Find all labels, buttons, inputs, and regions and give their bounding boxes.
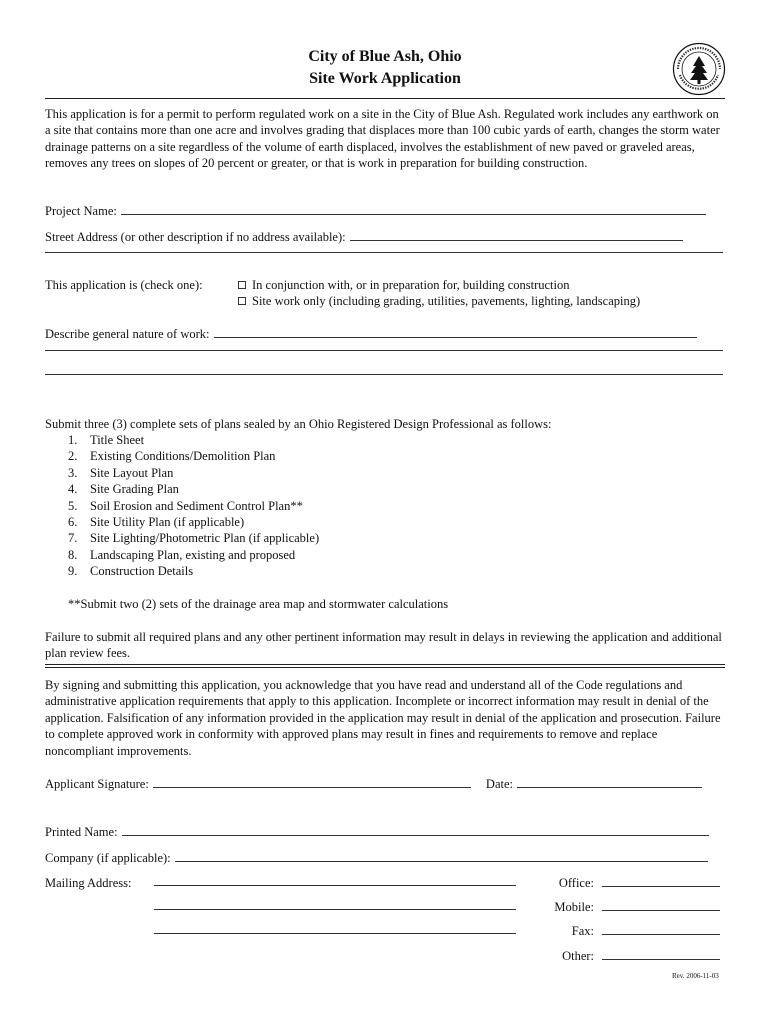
option-site-checkbox[interactable] bbox=[238, 297, 246, 305]
form-header bbox=[0, 46, 770, 90]
section-divider bbox=[45, 664, 725, 668]
check-one-label: This application is (check one): bbox=[45, 278, 203, 292]
project-name-row bbox=[45, 203, 725, 219]
plan-item: 1. Title Sheet bbox=[68, 433, 145, 447]
mobile-label: Mobile: bbox=[554, 900, 594, 914]
nature-of-work-field[interactable] bbox=[214, 327, 697, 338]
nature-of-work-field-line3[interactable] bbox=[45, 374, 723, 375]
nature-of-work-field-line2[interactable] bbox=[45, 350, 723, 351]
plan-item: 9. Construction Details bbox=[68, 564, 194, 579]
option-building-checkbox[interactable] bbox=[238, 281, 246, 289]
mailing-address-field-line1[interactable] bbox=[154, 875, 516, 886]
option-building-label: In conjunction with, or in preparation for, building construction bbox=[252, 278, 570, 292]
header-divider bbox=[45, 98, 725, 99]
acknowledgement-paragraph: By signing and submitting this application, you acknowledge that you have read and understand all of the Code regulations and administrative application requirements that apply to this application. Incomplete or incorrect information may result in denial of the application. Falsification of any information provided in the application may result in denial of the application and prosecution. Failure to complete approved work in conformity with approved plans may result in fines and requirements to remove and replace noncompliant improvements. bbox=[45, 678, 721, 758]
form-title: Site Work Application bbox=[309, 70, 461, 87]
plan-item: 3. Site Layout Plan bbox=[68, 465, 174, 480]
printed-name-label: Printed Name: bbox=[45, 825, 118, 839]
option-site-label: Site work only (including grading, utilities, pavements, lighting, landscaping) bbox=[252, 294, 641, 309]
plan-item: 2. Existing Conditions/Demolition Plan bbox=[68, 449, 276, 464]
printed-name-field[interactable] bbox=[122, 825, 709, 836]
plan-item: 5. Soil Erosion and Sediment Control Plan** bbox=[68, 498, 303, 513]
applicant-signature-field[interactable] bbox=[153, 777, 471, 788]
other-label: Other: bbox=[562, 949, 594, 963]
revision-label: Rev. 2006-11-03 bbox=[672, 972, 719, 980]
date-field[interactable] bbox=[517, 777, 702, 788]
plan-item: 4. Site Grading Plan bbox=[68, 482, 179, 497]
company-field[interactable] bbox=[175, 851, 708, 862]
nature-of-work-row bbox=[45, 326, 725, 342]
date-label: Date: bbox=[485, 777, 513, 791]
city-seal-icon bbox=[672, 42, 726, 96]
mailing-address-label: Mailing Address: bbox=[45, 876, 132, 890]
other-phone-field[interactable] bbox=[602, 949, 720, 960]
company-label: Company (if applicable): bbox=[45, 851, 171, 865]
failure-notice: Failure to submit all required plans and any other pertinent information may result in delays in reviewing the application and additional plan review fees. bbox=[45, 630, 722, 661]
project-name-field[interactable] bbox=[121, 204, 706, 215]
fax-label: Fax: bbox=[571, 924, 594, 938]
plan-item: 8. Landscaping Plan, existing and proposed bbox=[68, 547, 296, 562]
street-address-field-line2[interactable] bbox=[45, 252, 723, 253]
option-site-row bbox=[238, 293, 640, 309]
nature-of-work-label: Describe general nature of work: bbox=[45, 327, 210, 341]
applicant-signature-row bbox=[45, 776, 725, 792]
fax-field[interactable] bbox=[602, 924, 720, 935]
required-plans-list bbox=[68, 432, 319, 580]
street-address-field[interactable] bbox=[350, 230, 683, 241]
mailing-address-field-line2[interactable] bbox=[154, 899, 516, 910]
option-building-row bbox=[238, 277, 640, 293]
printed-name-row bbox=[45, 824, 725, 840]
other-phone-row bbox=[520, 948, 720, 964]
drainage-note: **Submit two (2) sets of the drainage area map and stormwater calculations bbox=[68, 597, 449, 611]
plan-item: 6. Site Utility Plan (if applicable) bbox=[68, 515, 245, 530]
street-address-row bbox=[45, 229, 725, 245]
mailing-address-field-line3[interactable] bbox=[154, 923, 516, 934]
plans-intro: Submit three (3) complete sets of plans sealed by an Ohio Registered Design Professional as follows: bbox=[45, 417, 552, 431]
mobile-phone-row bbox=[520, 899, 720, 915]
company-row bbox=[45, 850, 725, 866]
office-phone-field[interactable] bbox=[602, 876, 720, 887]
project-name-label: Project Name: bbox=[45, 204, 117, 218]
plan-item: 7. Site Lighting/Photometric Plan (if applicable) bbox=[68, 531, 320, 546]
applicant-signature-label: Applicant Signature: bbox=[45, 777, 149, 791]
application-type-options bbox=[238, 277, 640, 310]
street-address-label: Street Address (or other description if no address available): bbox=[45, 230, 346, 244]
city-title: City of Blue Ash, Ohio bbox=[308, 48, 462, 65]
intro-paragraph: This application is for a permit to perform regulated work on a site in the City of Blue Ash. Regulated work includes any earthwork on a site that contains more than one acre and involves grading that displaces more than 100 cubic yards of earth, changes the storm water drainage patterns on a site regardless of the volume of earth displaced, involves the establishment of new paved or graveled areas, removes any trees on slopes of 20 percent or greater, or that is work in preparation for building construction. bbox=[45, 107, 720, 171]
office-phone-row bbox=[520, 875, 720, 891]
office-label: Office: bbox=[558, 876, 594, 890]
mobile-phone-field[interactable] bbox=[602, 900, 720, 911]
fax-row bbox=[520, 923, 720, 939]
